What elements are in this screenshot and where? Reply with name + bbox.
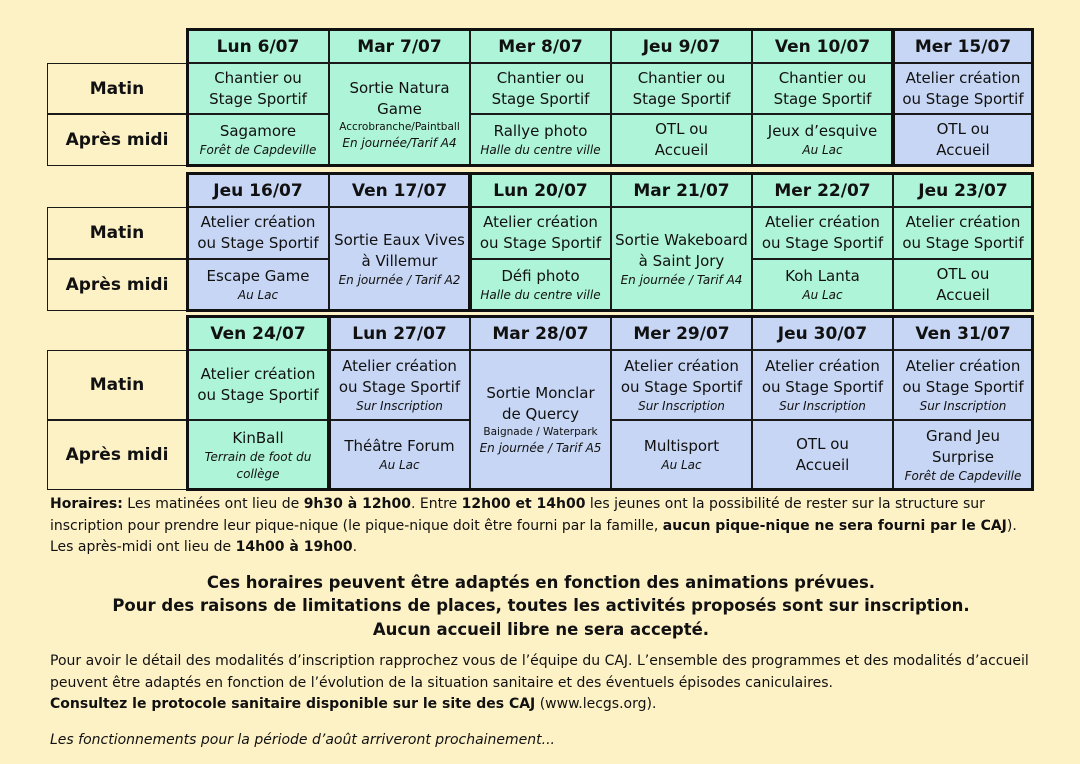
activity-cell: Atelier création ou Stage Sportif Sur Inscription [329, 350, 470, 420]
activity-cell: Atelier création ou Stage Sportif Sur Inscription [752, 350, 893, 420]
activity-cell: OTL ou Accueil [611, 114, 752, 166]
activity-cell: Grand Jeu Surprise Forêt de Capdeville [893, 420, 1033, 490]
activity-cell: Atelier création ou Stage Sportif [752, 207, 893, 259]
day-header: Jeu 9/07 [611, 30, 752, 63]
day-header: Ven 31/07 [893, 317, 1033, 350]
activity-cell: Atelier création ou Stage Sportif [187, 207, 329, 259]
activity-cell: Atelier création ou Stage Sportif Sur Inscription [893, 350, 1033, 420]
activity-cell: Théâtre Forum Au Lac [329, 420, 470, 490]
activity-cell: OTL ou Accueil [752, 420, 893, 490]
activity-cell: Rallye photo Halle du centre ville [470, 114, 611, 166]
day-header: Jeu 16/07 [187, 174, 329, 207]
day-header: Mer 22/07 [752, 174, 893, 207]
activity-cell: Koh Lanta Au Lac [752, 259, 893, 311]
day-header: Ven 10/07 [752, 30, 893, 63]
day-header: Mar 28/07 [470, 317, 611, 350]
activity-cell: Atelier création ou Stage Sportif [893, 207, 1033, 259]
footer-notes [50, 494, 1032, 751]
row-label-matin: Matin [47, 207, 187, 259]
activity-cell: Atelier création ou Stage Sportif [470, 207, 611, 259]
activity-cell: Jeux d’esquive Au Lac [752, 114, 893, 166]
activity-cell: Chantier ou Stage Sportif [752, 63, 893, 114]
row-label-apres-midi: Après midi [47, 420, 187, 490]
activity-cell: Sagamore Forêt de Capdeville [187, 114, 329, 166]
day-header: Ven 17/07 [329, 174, 470, 207]
day-header: Jeu 30/07 [752, 317, 893, 350]
activity-cell: Atelier création ou Stage Sportif [187, 350, 329, 420]
row-label-apres-midi: Après midi [47, 114, 187, 166]
day-header: Mar 7/07 [329, 30, 470, 63]
info-paragraph: Pour avoir le détail des modalités d’inscription rapprochez vous de l’équipe du CAJ. L’ensemble des programmes et des modalités d’accueil peuvent être adaptés en fonction de l’évolution de la situation sanitaire et des éventuels épisodes caniculaires. Consultez le protocole sanitaire disponible sur le site des CAJ (www.lecgs.org). [50, 653, 1029, 712]
day-outing-cell: Sortie Eaux Vives à Villemur En journée / Tarif A2 [329, 207, 470, 311]
activity-cell: OTL ou Accueil [893, 114, 1033, 166]
row-label-matin: Matin [47, 63, 187, 114]
day-header: Mer 29/07 [611, 317, 752, 350]
centered-notice: Ces horaires peuvent être adaptés en fonction des animations prévues. Pour des raisons de limitations de places, toutes les activités proposés sont sur inscription. Aucun accueil libre ne sera accepté. [112, 572, 970, 639]
activity-cell: Chantier ou Stage Sportif [470, 63, 611, 114]
activity-cell: Multisport Au Lac [611, 420, 752, 490]
day-outing-cell: Sortie Wakeboard à Saint Jory En journée / Tarif A4 [611, 207, 752, 311]
activity-cell: OTL ou Accueil [893, 259, 1033, 311]
day-header: Mar 21/07 [611, 174, 752, 207]
activity-cell: KinBall Terrain de foot du collège [187, 420, 329, 490]
day-header: Lun 27/07 [329, 317, 470, 350]
day-header: Jeu 23/07 [893, 174, 1033, 207]
activity-cell: Escape Game Au Lac [187, 259, 329, 311]
row-label-apres-midi: Après midi [47, 259, 187, 311]
horaires-paragraph: Horaires: Les matinées ont lieu de 9h30 à 12h00. Entre 12h00 et 14h00 les jeunes ont la possibilité de rester sur la structure sur inscription pour prendre leur pique-nique (le pique-nique doit être fourni par la famille, aucun pique-nique ne sera fourni par le CAJ). Les après-midi ont lieu de 14h00 à 19h00. [50, 496, 1017, 555]
activity-cell: Défi photo Halle du centre ville [470, 259, 611, 311]
day-header: Lun 6/07 [187, 30, 329, 63]
day-header: Mer 15/07 [893, 30, 1033, 63]
activity-cell: Chantier ou Stage Sportif [611, 63, 752, 114]
day-header: Ven 24/07 [187, 317, 329, 350]
day-header: Mer 8/07 [470, 30, 611, 63]
august-note: Les fonctionnements pour la période d’août arriveront prochainement... [50, 731, 555, 748]
activity-cell: Atelier création ou Stage Sportif [893, 63, 1033, 114]
day-outing-cell: Sortie Natura Game Accrobranche/Paintball En journée/Tarif A4 [329, 63, 470, 166]
activity-cell: Atelier création ou Stage Sportif Sur Inscription [611, 350, 752, 420]
day-header: Lun 20/07 [470, 174, 611, 207]
row-label-matin: Matin [47, 350, 187, 420]
activity-cell: Chantier ou Stage Sportif [187, 63, 329, 114]
day-outing-cell: Sortie Monclar de Quercy Baignade / Waterpark En journée / Tarif A5 [470, 350, 611, 490]
